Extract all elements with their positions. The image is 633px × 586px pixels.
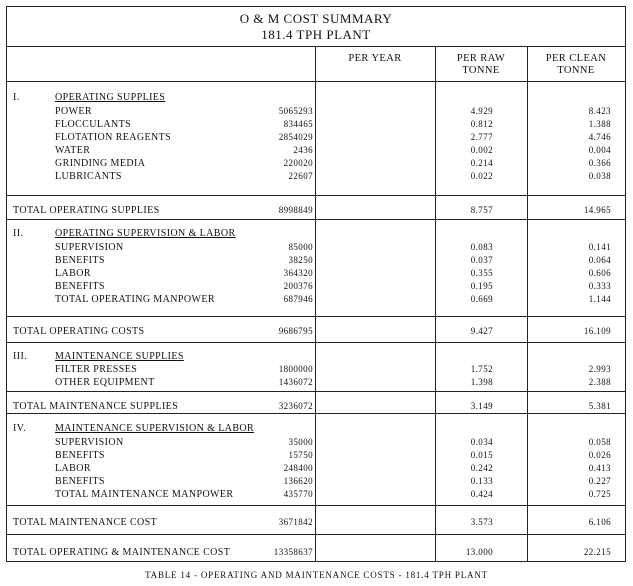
row-label: WATER (55, 145, 91, 156)
per-clean-tonne-value: 0.366 (588, 158, 611, 168)
table-row (7, 462, 625, 475)
per-clean-tonne-value: 0.413 (588, 463, 611, 473)
row-separator (7, 195, 625, 196)
per-year-value: 220020 (283, 158, 313, 168)
header-per-raw-line-1: PER RAW (456, 53, 506, 64)
per-year-value: 13358637 (273, 547, 313, 557)
total-row (7, 400, 625, 413)
table-title (7, 7, 625, 47)
per-year-value: 15750 (288, 450, 313, 460)
row-label: GRINDING MEDIA (55, 158, 146, 169)
per-raw-tonne-value: 1.752 (470, 364, 493, 374)
per-clean-tonne-value: 0.038 (588, 171, 611, 181)
per-raw-tonne-value: 8.757 (470, 205, 493, 215)
row-label: BENEFITS (55, 450, 105, 461)
row-separator (7, 342, 625, 343)
per-raw-tonne-value: 0.195 (470, 281, 493, 291)
section-number: III. (13, 351, 28, 362)
per-clean-tonne-value: 14.965 (583, 205, 611, 215)
header-per-clean-line-1: PER CLEAN (545, 53, 607, 64)
row-label: OPERATING SUPERVISION & LABOR (55, 228, 236, 239)
per-clean-tonne-value: 16.109 (583, 326, 611, 336)
per-clean-tonne-value: 0.026 (588, 450, 611, 460)
row-label: LABOR (55, 268, 91, 279)
total-row (7, 516, 625, 529)
per-year-value: 38250 (288, 255, 313, 265)
per-raw-tonne-value: 0.669 (470, 294, 493, 304)
per-raw-tonne-value: 0.037 (470, 255, 493, 265)
row-separator (7, 505, 625, 506)
per-raw-tonne-value: 0.015 (470, 450, 493, 460)
per-year-value: 22607 (288, 171, 313, 181)
section-row (7, 227, 625, 240)
row-label: BENEFITS (55, 476, 105, 487)
title-line-1: O & M COST SUMMARY (239, 11, 393, 26)
total-row (7, 204, 625, 217)
row-label: FLOCCULANTS (55, 119, 132, 130)
per-clean-tonne-value: 0.004 (588, 145, 611, 155)
cost-summary-table (6, 6, 626, 562)
per-clean-tonne-value: 0.141 (588, 242, 611, 252)
per-clean-tonne-value: 0.227 (588, 476, 611, 486)
table-caption: TABLE 14 - OPERATING AND MAINTENANCE COSTS - 181.4 TPH PLANT (145, 570, 488, 580)
table-row (7, 157, 625, 170)
per-raw-tonne-value: 0.424 (470, 489, 493, 499)
table-row (7, 118, 625, 131)
row-label: SUPERVISION (55, 437, 124, 448)
per-raw-tonne-value: 2.777 (470, 132, 493, 142)
row-label: MAINTENANCE SUPPLIES (55, 351, 184, 362)
row-label: BENEFITS (55, 281, 105, 292)
per-raw-tonne-value: 0.214 (470, 158, 493, 168)
per-year-value: 364320 (283, 268, 313, 278)
table-row (7, 488, 625, 501)
section-row (7, 422, 625, 435)
per-year-value: 834465 (283, 119, 313, 129)
per-raw-tonne-value: 13.000 (465, 547, 493, 557)
per-raw-tonne-value: 0.812 (470, 119, 493, 129)
row-separator (7, 219, 625, 220)
per-year-value: 248400 (283, 463, 313, 473)
per-year-value: 35000 (288, 437, 313, 447)
row-separator (7, 534, 625, 535)
row-label: MAINTENANCE SUPERVISION & LABOR (55, 423, 255, 434)
row-label: SUPERVISION (55, 242, 124, 253)
table-row (7, 144, 625, 157)
row-label: TOTAL MAINTENANCE MANPOWER (55, 489, 234, 500)
per-clean-tonne-value: 5.381 (588, 401, 611, 411)
table-row (7, 170, 625, 183)
per-clean-tonne-value: 4.746 (588, 132, 611, 142)
row-label: OTHER EQUIPMENT (55, 377, 155, 388)
per-clean-tonne-value: 22.215 (583, 547, 611, 557)
row-label: LABOR (55, 463, 91, 474)
table-row (7, 363, 625, 376)
table-row (7, 254, 625, 267)
per-raw-tonne-value: 4.929 (470, 106, 493, 116)
row-label: TOTAL MAINTENANCE SUPPLIES (13, 401, 179, 412)
table-row (7, 293, 625, 306)
per-raw-tonne-value: 0.002 (470, 145, 493, 155)
per-clean-tonne-value: 2.993 (588, 364, 611, 374)
per-clean-tonne-value: 1.388 (588, 119, 611, 129)
table-row (7, 475, 625, 488)
total-row (7, 325, 625, 338)
per-raw-tonne-value: 3.149 (470, 401, 493, 411)
row-label: TOTAL OPERATING & MAINTENANCE COST (13, 547, 231, 558)
header-per-raw-tonne (435, 53, 527, 77)
header-per-year (315, 53, 435, 65)
per-raw-tonne-value: 0.034 (470, 437, 493, 447)
row-label: FLOTATION REAGENTS (55, 132, 172, 143)
per-clean-tonne-value: 1.144 (588, 294, 611, 304)
per-year-value: 5065293 (278, 106, 313, 116)
row-separator (7, 413, 625, 414)
section-number: IV. (13, 423, 26, 434)
header-per-raw-line-2: TONNE (462, 65, 500, 76)
per-year-value: 85000 (288, 242, 313, 252)
row-label: POWER (55, 106, 92, 117)
row-label: TOTAL OPERATING MANPOWER (55, 294, 215, 305)
per-clean-tonne-value: 0.725 (588, 489, 611, 499)
row-label: TOTAL MAINTENANCE COST (13, 517, 158, 528)
table-row (7, 376, 625, 389)
per-year-value: 3236072 (278, 401, 313, 411)
row-label: OPERATING SUPPLIES (55, 92, 166, 103)
per-raw-tonne-value: 0.083 (470, 242, 493, 252)
section-row (7, 350, 625, 363)
per-year-value: 9686795 (278, 326, 313, 336)
table-row (7, 267, 625, 280)
per-year-value: 687946 (283, 294, 313, 304)
table-row (7, 241, 625, 254)
per-year-value: 435770 (283, 489, 313, 499)
per-clean-tonne-value: 2.388 (588, 377, 611, 387)
per-year-value: 200376 (283, 281, 313, 291)
per-year-value: 1800000 (278, 364, 313, 374)
per-clean-tonne-value: 8.423 (588, 106, 611, 116)
section-number: I. (13, 92, 20, 103)
header-per-clean-line-2: TONNE (557, 65, 595, 76)
per-year-value: 2854029 (278, 132, 313, 142)
row-label: TOTAL OPERATING COSTS (13, 326, 145, 337)
per-clean-tonne-value: 6.106 (588, 517, 611, 527)
per-clean-tonne-value: 0.064 (588, 255, 611, 265)
row-separator (7, 81, 625, 82)
total-row (7, 546, 625, 559)
per-year-value: 8998849 (278, 205, 313, 215)
header-per-clean-tonne (527, 53, 625, 77)
per-raw-tonne-value: 0.133 (470, 476, 493, 486)
table-row (7, 436, 625, 449)
row-separator (7, 391, 625, 392)
row-label: FILTER PRESSES (55, 364, 138, 375)
section-row (7, 91, 625, 104)
per-raw-tonne-value: 3.573 (470, 517, 493, 527)
header-per-year-text: PER YEAR (348, 53, 402, 64)
per-clean-tonne-value: 0.333 (588, 281, 611, 291)
table-row (7, 105, 625, 118)
per-raw-tonne-value: 0.355 (470, 268, 493, 278)
per-year-value: 136620 (283, 476, 313, 486)
per-year-value: 1436072 (278, 377, 313, 387)
row-separator (7, 316, 625, 317)
table-row (7, 131, 625, 144)
table-row (7, 280, 625, 293)
per-clean-tonne-value: 0.058 (588, 437, 611, 447)
per-raw-tonne-value: 0.242 (470, 463, 493, 473)
per-raw-tonne-value: 9.427 (470, 326, 493, 336)
section-number: II. (13, 228, 24, 239)
per-clean-tonne-value: 0.606 (588, 268, 611, 278)
per-raw-tonne-value: 0.022 (470, 171, 493, 181)
row-label: BENEFITS (55, 255, 105, 266)
title-line-2: 181.4 TPH PLANT (261, 27, 371, 42)
per-raw-tonne-value: 1.398 (470, 377, 493, 387)
per-year-value: 3671842 (278, 517, 313, 527)
table-row (7, 449, 625, 462)
row-label: LUBRICANTS (55, 171, 122, 182)
row-label: TOTAL OPERATING SUPPLIES (13, 205, 160, 216)
per-year-value: 2436 (293, 145, 313, 155)
